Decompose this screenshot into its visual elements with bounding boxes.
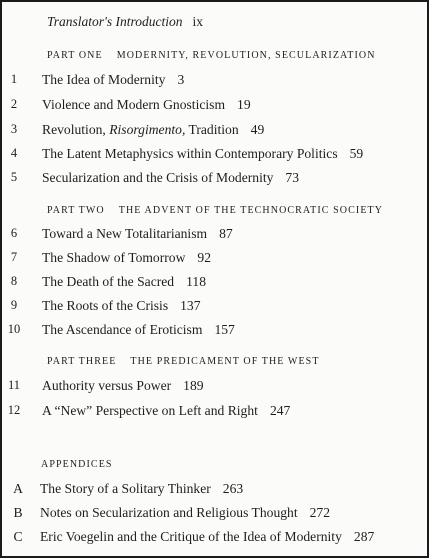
- chapter-page: 92: [197, 250, 211, 265]
- chapter-number: 8: [10, 274, 18, 288]
- chapter-number: 3: [10, 122, 18, 136]
- chapter-page: 247: [269, 403, 291, 418]
- chapter-page: 3: [177, 72, 185, 87]
- toc-page: [2, 2, 427, 556]
- chapter-title: The Shadow of Tomorrow 92: [42, 250, 211, 265]
- chapter-page: 19: [237, 97, 251, 112]
- appendix-page: 263: [222, 481, 244, 496]
- chapter-page: 189: [183, 378, 204, 393]
- chapter-title: The Death of the Sacred 118: [42, 274, 206, 289]
- chapter-page: 137: [180, 298, 201, 313]
- part-label: PART ONE: [47, 50, 103, 61]
- chapter-title: Authority versus Power 189: [42, 378, 204, 393]
- chapter-title: Revolution, Risorgimento, Tradition 49: [42, 122, 265, 137]
- appendix-title: The Story of a Solitary Thinker 263: [40, 481, 244, 496]
- chapter-title: The Ascendance of Eroticism 157: [42, 322, 235, 337]
- part-two-header: [47, 206, 383, 216]
- chapter-title: Secularization and the Crisis of Modernity 73: [42, 170, 300, 185]
- part-label: PART TWO: [47, 205, 105, 216]
- part-one-header: [47, 51, 376, 61]
- chapter-number: 2: [10, 97, 18, 111]
- part-three-header: [47, 357, 320, 367]
- part-heading: THE ADVENT OF THE TECHNOCRATIC SOCIETY: [118, 205, 384, 216]
- intro-page: ix: [192, 14, 204, 29]
- chapter-number: 9: [10, 298, 18, 312]
- chapter-page: 118: [186, 274, 206, 289]
- chapter-number: 5: [10, 170, 18, 184]
- appendix-page: 272: [309, 505, 331, 520]
- appendix-title: Eric Voegelin and the Critique of the Idea of Modernity 287: [40, 529, 375, 544]
- chapter-page: 157: [214, 322, 235, 337]
- part-heading: THE PREDICAMENT OF THE WEST: [130, 356, 320, 367]
- appendices-header: APPENDICES: [41, 459, 113, 470]
- appendix-letter: A: [13, 481, 23, 496]
- chapter-title: A “New” Perspective on Left and Right 247: [42, 403, 291, 418]
- chapter-title: Toward a New Totalitarianism 87: [42, 226, 233, 241]
- chapter-title: The Latent Metaphysics within Contemporary Politics 59: [42, 146, 364, 161]
- chapter-page: 73: [285, 170, 300, 185]
- appendix-letter: C: [13, 529, 23, 544]
- intro-title: Translator's Introduction: [47, 14, 183, 29]
- chapter-number: 6: [10, 226, 18, 240]
- chapter-number: 4: [10, 146, 18, 160]
- intro-entry: [47, 15, 203, 29]
- chapter-page: 87: [219, 226, 233, 241]
- chapter-title: The Roots of the Crisis 137: [42, 298, 201, 313]
- chapter-number: 1: [10, 72, 18, 86]
- chapter-number: 10: [7, 322, 21, 336]
- appendix-letter: B: [13, 505, 23, 520]
- appendix-title: Notes on Secularization and Religious Thought 272: [40, 505, 331, 520]
- chapter-number: 11: [7, 378, 21, 392]
- chapter-title: The Idea of Modernity 3: [42, 72, 185, 87]
- chapter-number: 7: [10, 250, 18, 264]
- appendix-page: 287: [353, 529, 375, 544]
- part-heading: MODERNITY, REVOLUTION, SECULARIZATION: [116, 50, 376, 61]
- chapter-page: 59: [349, 146, 364, 161]
- chapter-title: Violence and Modern Gnosticism 19: [42, 97, 251, 112]
- chapter-number: 12: [7, 403, 21, 417]
- chapter-page: 49: [250, 122, 265, 137]
- part-label: PART THREE: [47, 356, 117, 367]
